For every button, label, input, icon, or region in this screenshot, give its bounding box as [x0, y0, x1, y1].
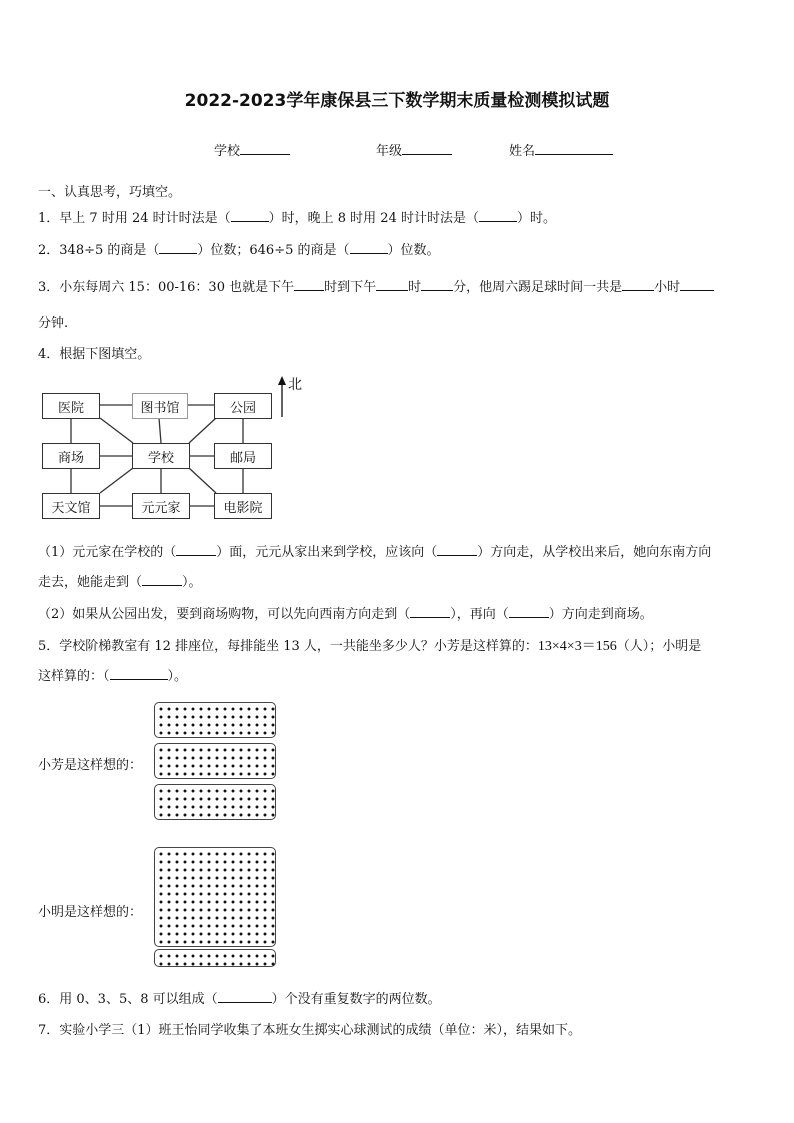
q2-text-c: ）位数。	[387, 243, 440, 258]
question-number: 6．	[38, 992, 60, 1007]
question-6	[38, 988, 441, 1007]
question-number: 1．	[38, 211, 60, 226]
q6-text-a: 用 0、3、5、8 可以组成（	[59, 992, 218, 1007]
q4-text: 根据下图填空。	[59, 347, 151, 362]
question-5	[38, 635, 701, 655]
xiaofang-dot-diagram	[154, 702, 278, 826]
q2-text-b: ）位数；646÷5 的商是（	[197, 243, 350, 258]
q4-sub2-blank-2[interactable]	[509, 605, 549, 618]
q3-text-c: 时	[408, 280, 422, 295]
dot-group	[154, 702, 276, 738]
q5-continuation	[38, 665, 187, 684]
q7-text: 实验小学三（1）班王怡同学收集了本班女生掷实心球测试的成绩（单位：米），结果如下。	[59, 1023, 582, 1038]
map-connectors	[0, 0, 794, 540]
q4-sub1-text-e: ）。	[182, 575, 202, 590]
map-park: 公园	[214, 393, 272, 419]
q4-sub2-text-b: ），再向（	[450, 607, 509, 622]
q4-sub2	[38, 603, 653, 622]
dot-group	[154, 784, 276, 820]
q1-text-a: 早上 7 时用 24 时计时法是（	[59, 211, 231, 226]
q4-sub2-text-c: ）方向走到商场。	[548, 607, 653, 622]
dot-group	[154, 743, 276, 779]
xiaoming-label: 小明是这样想的：	[38, 905, 143, 920]
q4-sub1-text-c: ）方向走，从学校出来后，她向东南方向	[477, 545, 712, 560]
xiaoming-dot-diagram	[154, 847, 278, 973]
q4-sub1	[38, 541, 711, 560]
xiaofang-label: 小芳是这样想的：	[38, 758, 143, 773]
dot-group-small	[154, 949, 276, 967]
q4-sub1-blank-1[interactable]	[176, 543, 216, 556]
map-cinema: 电影院	[214, 493, 272, 519]
q5-text-d: ）。	[167, 669, 188, 684]
q4-sub1-continuation	[38, 571, 202, 590]
map-planetarium: 天文馆	[42, 493, 100, 519]
q4-sub1-blank-3[interactable]	[142, 573, 182, 586]
q6-text-b: ）个没有重复数字的两位数。	[271, 992, 441, 1007]
map-market: 商场	[42, 443, 100, 469]
q3-continuation: 分钟.	[38, 316, 69, 331]
map-library: 图书馆	[132, 393, 188, 419]
question-number: 3．	[38, 280, 60, 295]
map-hospital: 医院	[42, 393, 100, 419]
q5-text-c: 这样算的：（	[38, 669, 110, 684]
page-title: 2022-2023学年康保县三下数学期末质量检测模拟试题	[184, 91, 610, 111]
section-heading: 一、认真思考，巧填空。	[38, 185, 182, 200]
north-arrow-icon	[278, 376, 286, 385]
q3-text-d: 分，他周六踢足球时间一共是	[453, 280, 623, 295]
q5-blank[interactable]	[110, 667, 168, 680]
q4-sub2-blank-1[interactable]	[410, 605, 450, 618]
q4-sub2-text-a: （2）如果从公园出发，要到商场购物，可以先向西南方向走到（	[38, 607, 411, 622]
school-label: 学校	[214, 144, 241, 159]
dot-group-large	[154, 847, 276, 947]
q4-sub1-text-b: ）面，元元从家出来到学校，应该向（	[216, 545, 438, 560]
q5-text-b: （人）；小明是	[616, 639, 702, 654]
q3-text-b: 时到下午	[324, 280, 377, 295]
q4-sub1-text-a: （1）元元家在学校的（	[38, 545, 177, 560]
question-7	[38, 1019, 581, 1038]
map-post-office: 邮局	[214, 443, 272, 469]
question-number: 2．	[38, 243, 60, 258]
question-number: 4．	[38, 347, 60, 362]
q4-sub1-blank-2[interactable]	[437, 543, 477, 556]
grade-label: 年级	[376, 144, 403, 159]
q1-text-c: ）时。	[516, 211, 556, 226]
q2-text-a: 348÷5 的商是（	[59, 243, 160, 258]
q3-text-e: 小时	[654, 280, 681, 295]
q1-text-b: ）时，晚上 8 时用 24 时计时法是（	[268, 211, 479, 226]
north-label: 北	[288, 377, 302, 393]
q5-text-a: 学校阶梯教室有 12 排座位，每排能坐 13 人，一共能坐多少人？小芳是这样算的：	[59, 639, 538, 654]
q5-formula: 13×4×3＝156	[537, 639, 617, 654]
q6-blank[interactable]	[218, 990, 272, 1003]
map-school: 学校	[132, 443, 190, 469]
q4-sub1-text-d: 走去，她能走到（	[38, 575, 143, 590]
name-label: 姓名	[509, 144, 536, 159]
map-yuanyuan-home: 元元家	[132, 493, 190, 519]
question-number: 7．	[38, 1023, 60, 1038]
question-number: 5．	[38, 639, 60, 654]
q3-text-a: 小东每周六 15：00-16：30 也就是下午	[59, 280, 295, 295]
